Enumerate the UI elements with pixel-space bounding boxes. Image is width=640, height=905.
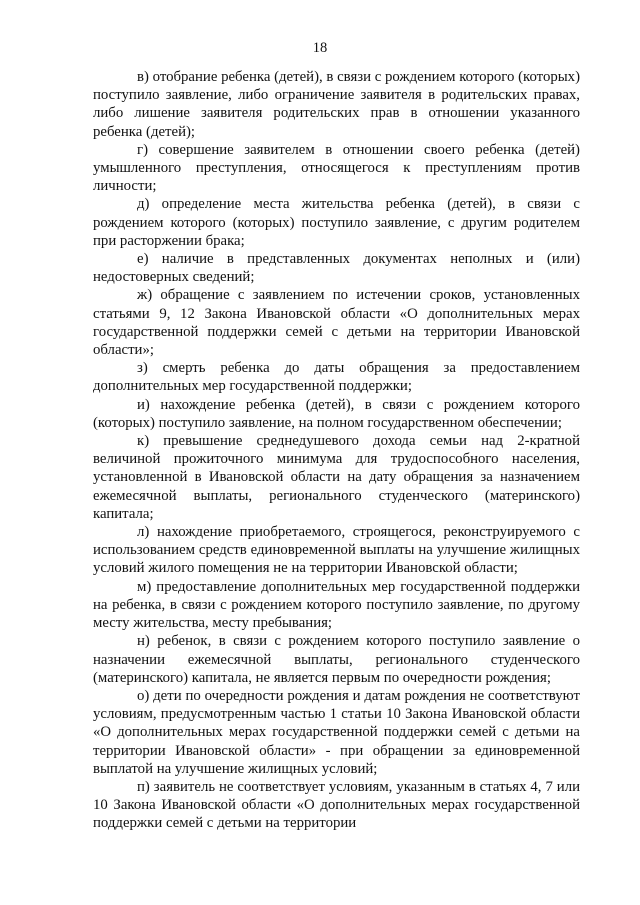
paragraph-n: н) ребенок, в связи с рождением которого поступило заявление о назначении ежемесячной выплаты, регионального студенческого (материнского) капитала, не является первым по очередности рождения; [93, 633, 580, 686]
paragraph-l: л) нахождение приобретаемого, строящегося, реконструируемого с использованием средств единовременной выплаты на улучшение жилищных условий жилого помещения не на территории Ивановской области; [93, 524, 580, 577]
paragraph-k: к) превышение среднедушевого дохода семьи над 2-кратной величиной прожиточного минимума для трудоспособного населения, установленной в Ивановской области на дату обращения за назначением ежемесячной выплаты, регионального студенческого (материнского) капитала; [93, 433, 580, 522]
paragraph-z: з) смерть ребенка до даты обращения за предоставлением дополнительных мер государственной поддержки; [93, 360, 580, 395]
page-number: 18 [312, 40, 328, 56]
paragraph-d: д) определение места жительства ребенка (детей), в связи с рождением которого (которых) поступило заявление, с другим родителем при расторжении брака; [93, 196, 580, 249]
paragraph-g: г) совершение заявителем в отношении своего ребенка (детей) умышленного преступления, относящегося к преступлениям против личности; [93, 141, 580, 195]
paragraph-m: м) предоставление дополнительных мер государственной поддержки на ребенка, в связи с рождением которого поступило заявление, по другому месту жительства, месту пребывания; [93, 578, 580, 632]
paragraph-p: п) заявитель не соответствует условиям, указанным в статьях 4, 7 или 10 Закона Ивановской области «О дополнительных мерах государственной поддержки семей с детьми на территории [93, 778, 580, 832]
paragraph-o: о) дети по очередности рождения и датам рождения не соответствуют условиям, предусмотренным частью 1 статьи 10 Закона Ивановской области «О дополнительных мерах государственной поддержки семей с детьми на территории Ивановской области» - при обращении за единовременной выплатой на улучшение жилищных условий; [93, 687, 580, 777]
document-body [93, 68, 580, 833]
paragraph-e: е) наличие в представленных документах неполных и (или) недостоверных сведений; [93, 251, 580, 286]
paragraph-i: и) нахождение ребенка (детей), в связи с рождением которого (которых) поступило заявление, на полном государственном обеспечении; [93, 396, 580, 431]
paragraph-zh: ж) обращение с заявлением по истечении сроков, установленных статьями 9, 12 Закона Ивановской области «О дополнительных мерах государственной поддержки семей с детьми на территории Ивановской области»; [93, 287, 580, 359]
paragraph-v: в) отобрание ребенка (детей), в связи с рождением которого (которых) поступило заявление, либо ограничение заявителя в родительских правах, либо лишение заявителя родительских прав в отношении указанного ребенка (детей); [93, 69, 581, 140]
